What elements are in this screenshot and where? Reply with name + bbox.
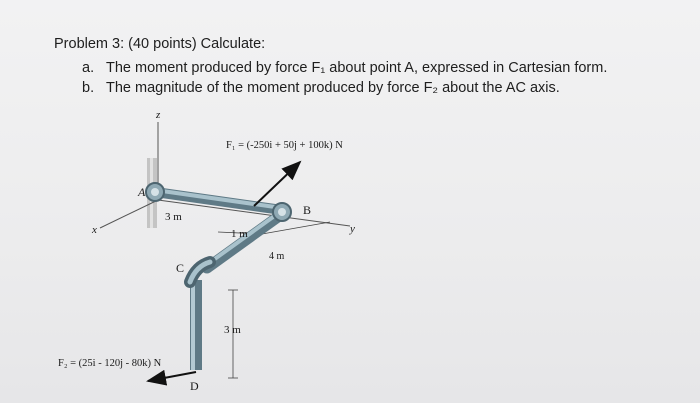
item-label: a. — [82, 60, 95, 76]
label-point-c: C — [176, 261, 185, 275]
label-dim-4m: 4 m — [269, 251, 285, 262]
label-dim-3m-top: 3 m — [165, 211, 182, 223]
label-axis-z: z — [156, 109, 161, 121]
label-point-b: B — [303, 203, 312, 217]
force-f2-arrow — [148, 372, 196, 381]
force-f1-arrow — [254, 162, 300, 206]
label-force-f1: F₁ = (-250i + 50j + 100k) N — [226, 140, 343, 151]
label-axis-y: y — [350, 223, 355, 235]
label-dim-3m-vertical: 3 m — [224, 324, 241, 336]
item-label: b. — [82, 80, 95, 96]
label-force-f2: F₂ = (25i - 120j - 80k) N — [58, 358, 162, 369]
label-dim-1m: 1 m — [231, 228, 248, 240]
label-point-d: D — [190, 379, 199, 393]
label-axis-x: x — [92, 224, 97, 236]
item-text: The moment produced by force F₁ about point A, expressed in Cartesian form. — [106, 60, 608, 76]
item-text: The magnitude of the moment produced by force F₂ about the AC axis. — [106, 80, 560, 96]
problem-heading: Problem 3: (40 points) Calculate: — [54, 36, 266, 52]
label-point-a: A — [138, 185, 146, 199]
